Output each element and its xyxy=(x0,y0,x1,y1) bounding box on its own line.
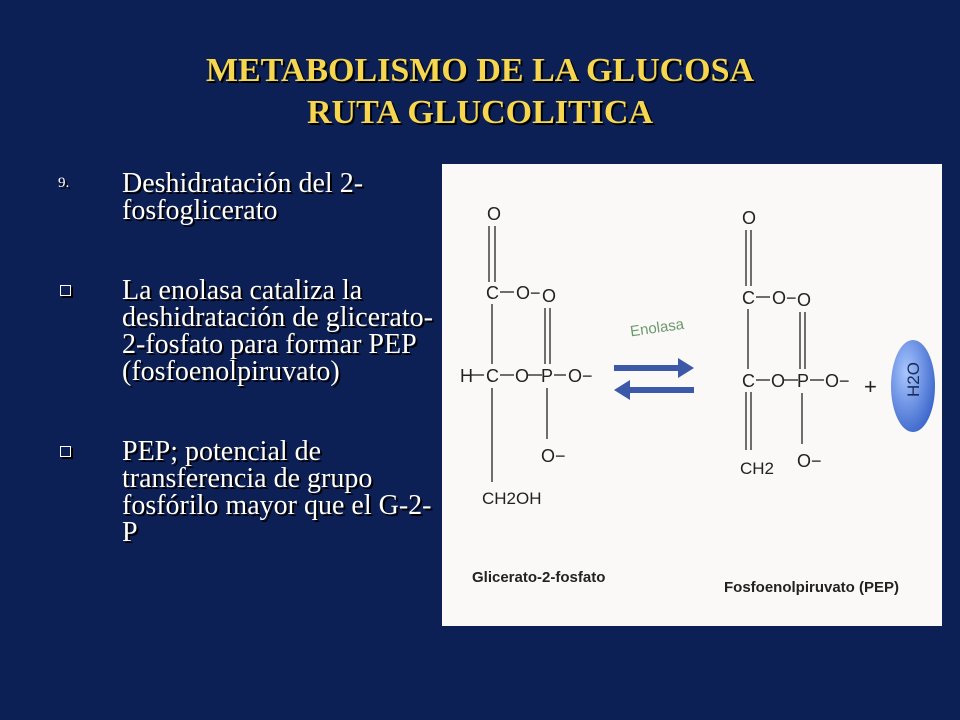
bullet-list xyxy=(58,170,438,599)
reactant-c2: C xyxy=(486,366,499,386)
reactant-c1: C xyxy=(486,283,499,303)
equilibrium-arrows-icon xyxy=(614,358,694,400)
product-c2: C xyxy=(742,371,755,391)
water-molecule-icon xyxy=(891,340,935,432)
slide-title xyxy=(0,50,960,134)
title-line-1: METABOLISMO DE LA GLUCOSA xyxy=(205,52,755,89)
reactant-structure xyxy=(470,226,566,482)
checkbox-bullet-icon xyxy=(60,285,71,296)
reactant-o-bridge: O xyxy=(515,366,530,386)
water-label: H2O xyxy=(904,362,923,397)
product-o-top: O xyxy=(742,208,757,228)
title-line-2: RUTA GLUCOLITICA xyxy=(306,94,654,131)
list-item-text: La enolasa cataliza la deshidratación de glicerato-2-fosfato para formar PEP (fosfoenolpiruvato) xyxy=(122,275,433,387)
enzyme-label: Enolasa xyxy=(629,315,686,341)
checkbox-bullet-icon xyxy=(60,446,71,457)
reaction-diagram xyxy=(442,164,942,626)
reactant-o-top: O xyxy=(487,204,502,224)
product-o-phos-top: O xyxy=(797,290,812,310)
list-item-text: Deshidratación del 2-fosfoglicerato xyxy=(122,168,364,226)
reactant-o-minus-2: O− xyxy=(568,366,593,386)
reactant-p: P xyxy=(541,366,554,386)
reactant-h: H xyxy=(460,366,473,386)
reactant-o-phos-top: O xyxy=(542,286,557,306)
reactant-o-minus-3: O− xyxy=(541,446,566,466)
reaction-svg xyxy=(442,164,942,626)
product-o-minus-2: O− xyxy=(825,371,850,391)
product-caption: Fosfoenolpiruvato (PEP) xyxy=(724,579,900,596)
plus-sign: + xyxy=(864,374,877,399)
product-ch2: CH2 xyxy=(740,459,775,478)
reactant-caption: Glicerato-2-fosfato xyxy=(472,569,606,586)
list-item-pep xyxy=(58,438,438,546)
product-o-minus-1: O− xyxy=(772,288,797,308)
product-p: P xyxy=(797,371,810,391)
product-c1: C xyxy=(742,288,755,308)
step-number: 9. xyxy=(58,175,70,191)
list-item-text: PEP; potencial de transferencia de grupo fosfórilo mayor que el G-2-P xyxy=(122,436,432,548)
list-item-step-9 xyxy=(58,170,438,224)
product-o-bridge: O xyxy=(771,371,786,391)
reactant-ch2oh: CH2OH xyxy=(482,489,542,508)
list-item-enolase xyxy=(58,277,438,385)
product-structure xyxy=(746,230,824,450)
product-o-minus-3: O− xyxy=(797,451,822,471)
reactant-o-minus-1: O− xyxy=(516,283,541,303)
